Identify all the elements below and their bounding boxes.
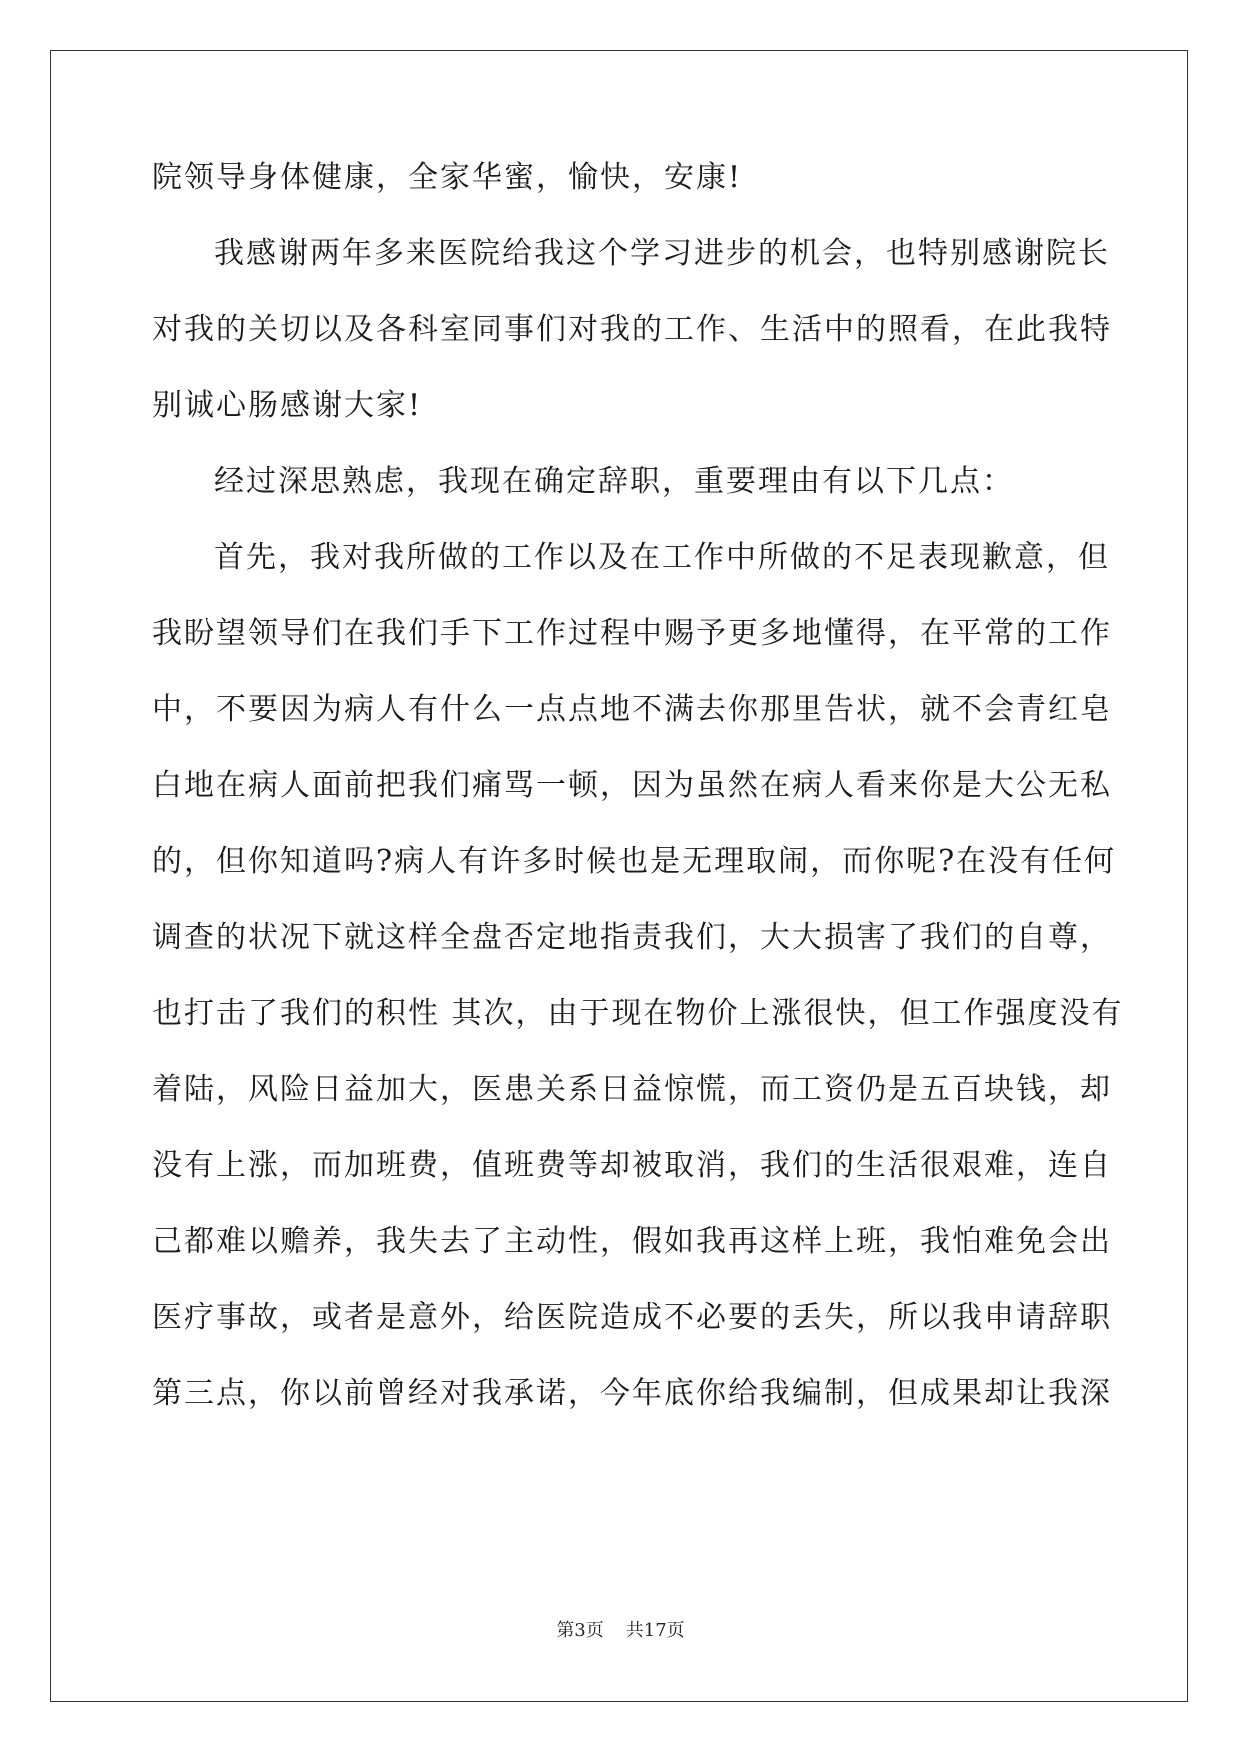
text-line: 经过深思熟虑，我现在确定辞职，重要理由有以下几点：	[214, 464, 1014, 499]
document-body	[152, 160, 1124, 1452]
page-footer	[0, 1620, 1241, 1642]
text-line: 对我的关切以及各科室同事们对我的工作、生活中的照看，在此我特	[152, 312, 1112, 347]
text-line: 别诚心肠感谢大家!	[152, 388, 423, 423]
text-line: 首先，我对我所做的工作以及在工作中所做的不足表现歉意，但	[214, 540, 1110, 575]
text-line: 我感谢两年多来医院给我这个学习进步的机会，也特别感谢院长	[214, 236, 1110, 271]
text-line: 我盼望领导们在我们手下工作过程中赐予更多地懂得，在平常的工作	[152, 616, 1112, 651]
text-line: 没有上涨，而加班费，值班费等却被取消，我们的生活很艰难，连自	[152, 1148, 1112, 1183]
text-line: 白地在病人面前把我们痛骂一顿，因为虽然在病人看来你是大公无私	[152, 768, 1112, 803]
text-line: 着陆，风险日益加大，医患关系日益惊慌，而工资仍是五百块钱，却	[152, 1072, 1112, 1107]
text-line: 院领导身体健康，全家华蜜，愉快，安康!	[152, 160, 743, 195]
text-line: 医疗事故，或者是意外，给医院造成不必要的丢失，所以我申请辞职	[152, 1300, 1112, 1335]
page-number: 第3页	[556, 1620, 604, 1641]
text-line: 己都难以赡养，我失去了主动性，假如我再这样上班，我怕难免会出	[152, 1224, 1112, 1259]
text-line: 也打击了我们的积性 其次，由于现在物价上涨很快，但工作强度没有	[152, 996, 1124, 1031]
text-line: 中，不要因为病人有什么一点点地不满去你那里告状，就不会青红皂	[152, 692, 1112, 727]
text-line: 调查的状况下就这样全盘否定地指责我们，大大损害了我们的自尊，	[152, 920, 1112, 955]
page-total: 共17页	[625, 1620, 685, 1641]
text-line: 第三点，你以前曾经对我承诺，今年底你给我编制，但成果却让我深	[152, 1376, 1112, 1411]
text-line: 的，但你知道吗?病人有许多时候也是无理取闹，而你呢?在没有任何	[152, 844, 1117, 879]
